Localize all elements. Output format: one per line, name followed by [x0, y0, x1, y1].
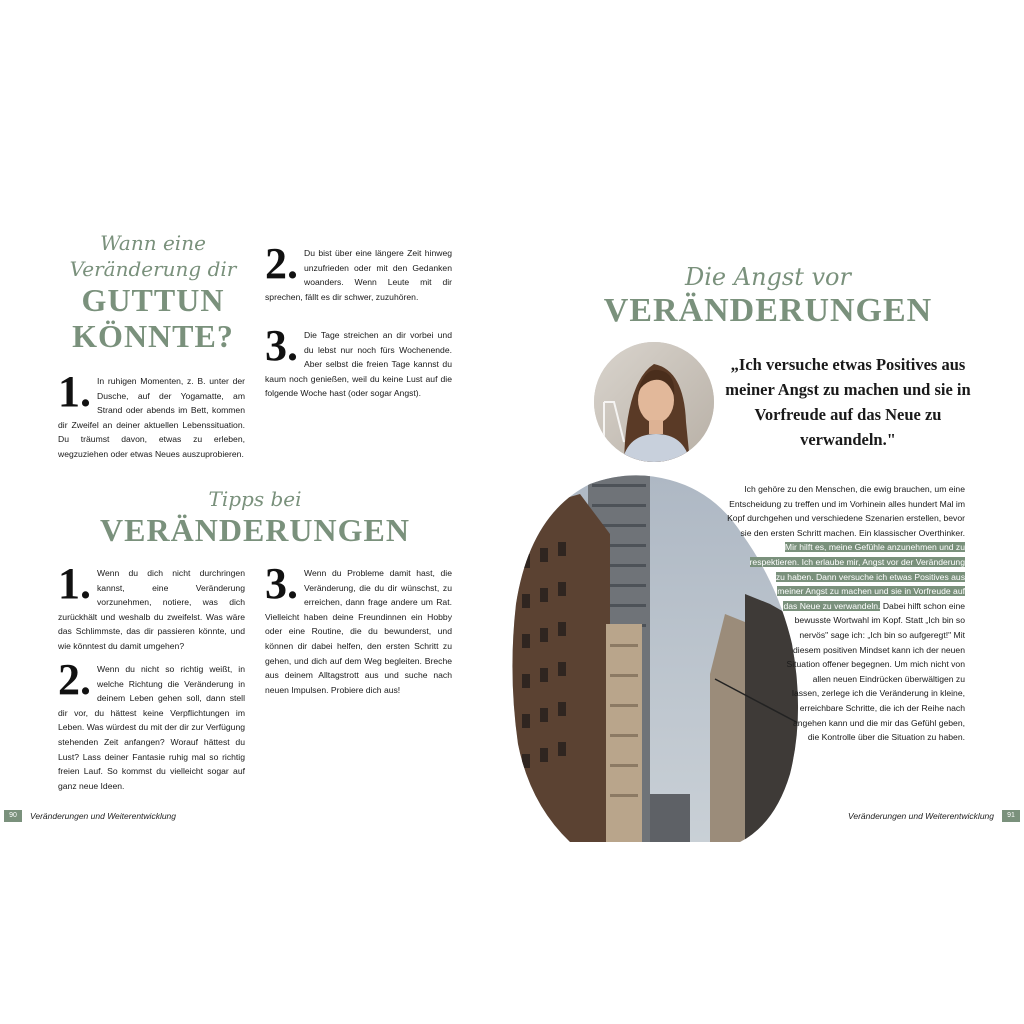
footer-section-left: Veränderungen und Weiterentwicklung: [30, 811, 177, 821]
footer-section-right: Veränderungen und Weiterentwicklung: [847, 811, 994, 821]
list-item: [265, 559, 452, 697]
item-number: 1.: [58, 367, 91, 416]
heading-line-2: VERÄNDERUNGEN: [100, 512, 410, 548]
portrait-image-icon: [594, 342, 714, 462]
body-after: Dabei hilft schon eine bewusste Wortwahl im Kopf. Statt „Ich bin so nervös" sage ich: „Ich bin so aufgeregt!" Mit diesem positiven Mindset kann ich der neuen Situation offener begegnen. Um mich nicht von allen neuen Eindrücken überwältigen zu lassen, zerlege ich die Veränderung in kleine, erreichbare Schritte, die ich der Reihe nach angehen kann und die mir das Gefühl geben, die Kontrolle über die Situation zu haben.: [786, 600, 965, 743]
heading-line-1: Wann eine: [100, 231, 206, 255]
item-text: Die Tage streichen an dir vorbei und du lebst nur noch fürs Wochenende. Aber selbst die freien Tage kannst du kaum noch genießen, weil du keine Lust auf die folgende Woche hast (oder sogar Angst).: [265, 330, 452, 399]
heading-line-2: Veränderung dir: [69, 257, 237, 281]
body-highlight: Mir hilft es, meine Gefühle anzunehmen und zu respektieren. Ich erlaube mir, Angst vor der Veränderung zu haben. Dann versuche ich etwas Positives aus meiner Angst zu machen und sie in Vorfreude auf das Neue zu verwandeln.: [749, 542, 965, 611]
item-number: 2.: [265, 239, 298, 288]
item-text: Du bist über eine längere Zeit hinweg unzufrieden oder mit den Gedanken woanders. Wenn Leute mit dir sprechen, fällt es dir schwer, zuzuhören.: [265, 248, 452, 302]
heading-line-1: Die Angst vor: [685, 263, 851, 291]
list-item: [265, 239, 452, 304]
item-number: 3.: [265, 559, 298, 608]
item-number: 1.: [58, 559, 91, 608]
portrait-photo: [594, 342, 714, 462]
heading-line-4: KÖNNTE?: [72, 318, 234, 354]
left-heading-2: [58, 486, 452, 548]
item-text: Wenn du dich nicht durchringen kannst, eine Veränderung vorzunehmen, notiere, was dich zurückhält und weshalb du zweifelst. Was wäre das Schlimmste, das dir passieren könnte, und wie könntest du damit umgehen?: [58, 568, 245, 651]
item-text: Wenn du Probleme damit hast, die Veränderung, die du dir wünschst, zu erreichen, dann frage andere um Rat. Vielleicht haben deine Freundinnen ein Hobby oder eine Routine, die du bewunderst, und können dir dabei helfen, den ersten Schritt zu gehen, und dich auf dem Weg begleiten. Breche aus deinem Alltagstrott aus und suche nach neuen Impulsen. Probiere dich aus!: [265, 568, 452, 695]
heading-line-2: VERÄNDERUNGEN: [603, 292, 933, 329]
left-heading-1: [58, 230, 248, 354]
item-number: 2.: [58, 655, 91, 704]
page-number-right: 91: [1002, 810, 1020, 822]
item-text: Wenn du nicht so richtig weißt, in welche Richtung die Veränderung in deinem Leben gehen soll, dann stell dir vor, du hättest keine Verpflichtungen im Leben. Was würdest du mit der dir zur Verfügung stehenden Zeit anfangen? Worauf hättest du Lust? Lass deiner Fantasie ruhig mal so richtig freien Lauf. So kommst du vielleicht sogar auf ganz neue Ideen.: [58, 664, 245, 791]
list-item: [58, 559, 245, 654]
list-item: [58, 367, 245, 462]
item-number: 3.: [265, 321, 298, 370]
list-item: [58, 655, 245, 793]
heading-line-3: GUTTUN: [81, 282, 225, 318]
page-number-left: 90: [4, 810, 22, 822]
right-body-text: [640, 482, 965, 782]
pull-quote: „Ich versuche etwas Positives aus meiner Angst zu machen und sie in Vorfreude auf das Neue zu verwandeln.": [725, 355, 971, 449]
heading-line-1: Tipps bei: [208, 487, 302, 511]
item-text: In ruhigen Momenten, z. B. unter der Dusche, auf der Yogamatte, am Strand oder abends im Bett, kommen dir Zweifel an deiner aktuellen Lebenssituation. Du träumst davon, etwas zu erleben, wegzuziehen oder etwas Neues auszuprobieren.: [58, 376, 245, 459]
right-heading: [598, 262, 938, 330]
list-item: [265, 321, 452, 401]
body-before: Ich gehöre zu den Menschen, die ewig brauchen, um eine Entscheidung zu treffen und im Vorhinein alles hundert Mal im Kopf durchgehen und verschiedene Szenarien erstellen, bevor sie den ersten Schritt machen. Ein klassischer Overthinker.: [727, 484, 965, 538]
